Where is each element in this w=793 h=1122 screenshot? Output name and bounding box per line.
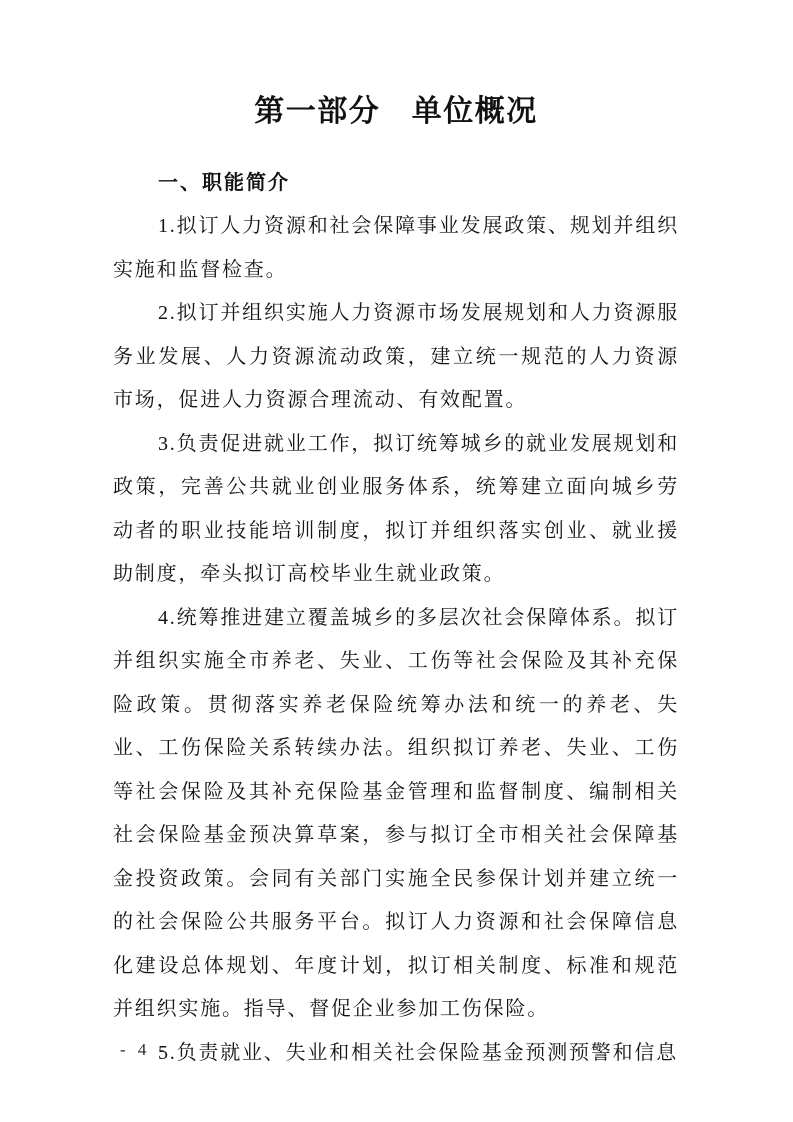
paragraph-3: 3.负责促进就业工作，拟订统筹城乡的就业发展规划和政策，完善公共就业创业服务体系，统筹建立面向城乡劳动者的职业技能培训制度，拟订并组织落实创业、就业援助制度，牵头拟订高校毕业生就业政策。 — [113, 432, 679, 585]
body-text — [113, 205, 679, 1075]
page-content — [113, 0, 679, 1075]
page-number: - 4 - — [120, 1040, 169, 1059]
paragraph-1: 1.拟订人力资源和社会保障事业发展政策、规划并组织实施和监督检查。 — [113, 215, 679, 281]
section-heading: 一、职能简介 — [158, 172, 290, 194]
page-title: 第一部分 单位概况 — [254, 95, 538, 128]
paragraph-2: 2.拟订并组织实施人力资源市场发展规划和人力资源服务业发展、人力资源流动政策，建立统一规范的人力资源市场，促进人力资源合理流动、有效配置。 — [113, 302, 679, 411]
paragraph-4: 4.统筹推进建立覆盖城乡的多层次社会保障体系。拟订并组织实施全市养老、失业、工伤等社会保险及其补充保险政策。贯彻落实养老保险统筹办法和统一的养老、失业、工伤保险关系转续办法。组织拟订养老、失业、工伤等社会保险及其补充保险基金管理和监督制度、编制相关社会保险基金预决算草案，参与拟订全市相关社会保障基金投资政策。会同有关部门实施全民参保计划并建立统一的社会保险公共服务平台。拟订人力资源和社会保障信息化建设总体规划、年度计划，拟订相关制度、标准和规范并组织实施。指导、督促企业参加工伤保险。 — [113, 606, 679, 1020]
paragraph-5-truncated: 5.负责就业、失业和相关社会保险基金预测预警和信息 — [158, 1041, 678, 1064]
